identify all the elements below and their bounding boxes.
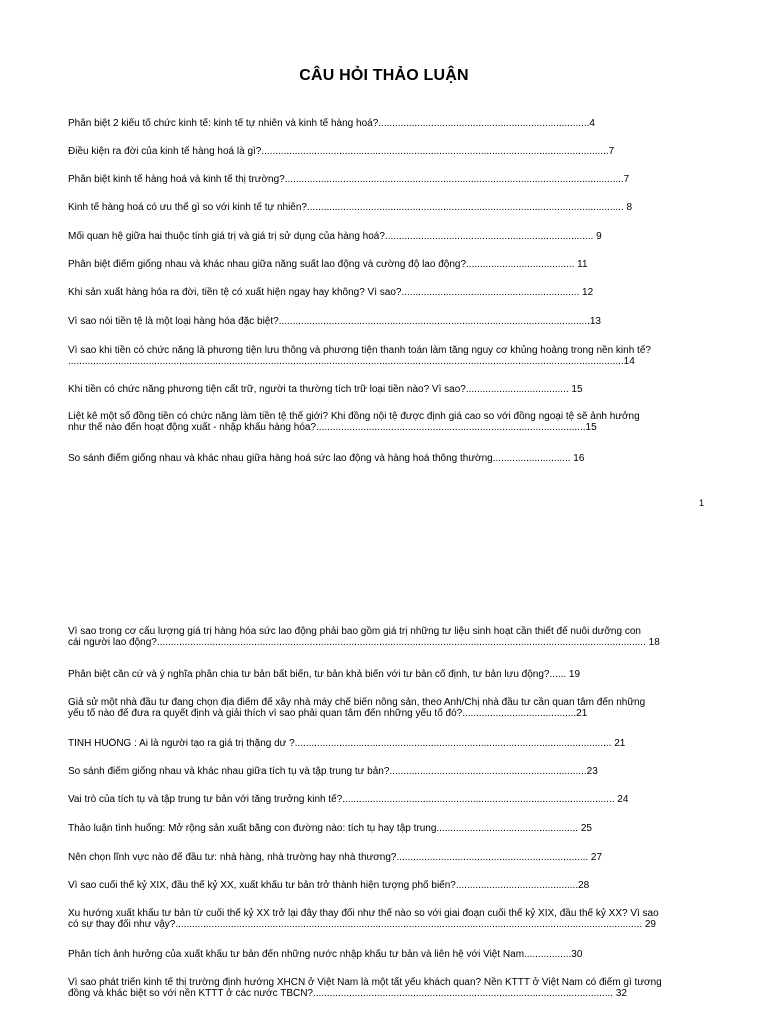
list-item: [68, 259, 698, 270]
entry-line: Phân tích ảnh hưởng của xuất khẩu tư bản đến những nước nhập khẩu tư bản và liên hệ với Việt Nam.................30: [68, 949, 583, 960]
list-item: [68, 880, 698, 891]
list-item: [68, 146, 698, 157]
entry-line: Phân biệt 2 kiểu tổ chức kinh tế: kinh tế tự nhiên và kinh tế hàng hoá?............................................................................4: [68, 118, 595, 129]
list-item: [68, 411, 698, 433]
entry-line: Kinh tế hàng hoá có ưu thế gì so với kinh tế tự nhiên?.................................................................................................................. 8: [68, 202, 633, 213]
entry-line: như thế nào đến hoạt động xuất - nhập khẩu hàng hóa?.................................................................................................15: [68, 422, 597, 433]
entry-line: Thảo luận tình huống: Mở rộng sản xuất bằng con đường nào: tích tụ hay tập trung................................................... 25: [68, 823, 592, 834]
entry-line: yếu tố nào để đưa ra quyết định và giải thích vì sao phải quan tâm đến những yếu tố đó?.........................................21: [68, 708, 588, 719]
entry-line: Vì sao cuối thế kỷ XIX, đầu thế kỷ XX, xuất khẩu tư bản trở thành hiện tượng phổ biến?............................................28: [68, 880, 590, 891]
entry-line: cái người lao động?................................................................................................................................................................................ 18: [68, 637, 660, 648]
entry-line: ........................................................................................................................................................................................................14: [68, 356, 635, 367]
entry-line: Phân biệt kinh tế hàng hoá và kinh tế thị trường?..........................................................................................................................7: [68, 174, 630, 185]
list-item: [68, 384, 698, 395]
list-item: [68, 852, 698, 863]
list-item: [68, 287, 698, 298]
list-item: [68, 316, 698, 327]
list-item: [68, 345, 698, 367]
list-item: [68, 202, 698, 213]
entry-line: Vì sao khi tiền có chức năng là phương tiện lưu thông và phương tiện thanh toán làm tăng nguy cơ khủng hoảng trong nền kinh tế?: [68, 345, 651, 356]
list-item: [68, 823, 698, 834]
entry-line: Vì sao nói tiền tệ là một loại hàng hóa đặc biệt?................................................................................................................13: [68, 316, 601, 327]
entry-line: Giả sử một nhà đầu tư đang chọn địa điểm để xây nhà máy chế biến nông sản, theo Anh/Chị nhà đầu tư cần quan tâm đến những: [68, 697, 646, 708]
list-item: [68, 626, 698, 648]
list-item: [68, 174, 698, 185]
list-item: [68, 977, 698, 999]
entry-line: Mối quan hệ giữa hai thuộc tính giá trị và giá trị sử dụng của hàng hoá?........................................................................... 9: [68, 231, 602, 242]
entry-line: Điều kiện ra đời của kinh tế hàng hoá là gì?.............................................................................................................................7: [68, 146, 615, 157]
entry-line: Nên chọn lĩnh vực nào để đầu tư: nhà hàng, nhà trường hay nhà thương?..................................................................... 27: [68, 852, 603, 863]
list-item: [68, 949, 698, 960]
list-item: [68, 453, 698, 464]
list-item: [68, 738, 698, 749]
entry-line: Phân biệt điểm giống nhau và khác nhau giữa năng suất lao động và cường độ lao động?....................................... 11: [68, 259, 588, 270]
entry-line: đồng và khác biệt so với nền KTTT ở các nước TBCN?............................................................................................................ 32: [68, 988, 627, 999]
entry-line: Phân biệt căn cứ và ý nghĩa phân chia tư bản bất biến, tư bản khả biến với tư bản cố định, tư bản lưu động?...... 19: [68, 669, 581, 680]
list-item: [68, 118, 698, 129]
entry-line: có sự thay đổi như vậy?........................................................................................................................................................................ 29: [68, 919, 656, 930]
entry-line: So sánh điểm giống nhau và khác nhau giữa hàng hoá sức lao động và hàng hoá thông thường............................ 16: [68, 453, 585, 464]
page-title: CÂU HỎI THẢO LUẬN: [299, 67, 469, 84]
entry-line: Khi sản xuất hàng hóa ra đời, tiền tệ có xuất hiện ngay hay không? Vì sao?................................................................ 12: [68, 287, 594, 298]
entry-line: Khi tiền có chức năng phương tiện cất trữ, người ta thường tích trữ loại tiền nào? Vì sao?..................................... 15: [68, 384, 583, 395]
entry-line: Vì sao trong cơ cấu lượng giá trị hàng hóa sức lao động phải bao gồm giá trị những tư liệu sinh hoạt cần thiết để nuôi dưỡng con: [68, 626, 641, 637]
list-item: [68, 794, 698, 805]
entry-line: Xu hướng xuất khẩu tư bản từ cuối thế kỷ XX trở lại đây thay đổi như thế nào so với giai đoạn cuối thế kỷ XIX, đầu thế kỷ XX? Vì sao: [68, 908, 659, 919]
page-number: 1: [698, 498, 704, 508]
list-item: [68, 908, 698, 930]
entry-line: Vì sao phát triển kinh tế thị trường định hướng XHCN ở Việt Nam là một tất yếu khách quan? Nền KTTT ở Việt Nam có điểm gì tương: [68, 977, 662, 988]
entry-line: TÌNH HUỐNG : Ai là người tạo ra giá trị thặng dư ?.................................................................................................................. 21: [68, 738, 626, 749]
entry-line: Liệt kê một số đồng tiền có chức năng làm tiền tệ thế giới? Khi đồng nội tệ được định giá cao so với đồng ngoại tệ sẽ ảnh hưởng: [68, 411, 640, 422]
list-item: [68, 766, 698, 777]
list-item: [68, 231, 698, 242]
entry-line: Vai trò của tích tụ và tập trung tư bản với tăng trưởng kinh tế?.................................................................................................. 24: [68, 794, 629, 805]
list-item: [68, 697, 698, 719]
entry-line: So sánh điểm giống nhau và khác nhau giữa tích tụ và tập trung tư bản?.......................................................................23: [68, 766, 598, 777]
list-item: [68, 669, 698, 680]
